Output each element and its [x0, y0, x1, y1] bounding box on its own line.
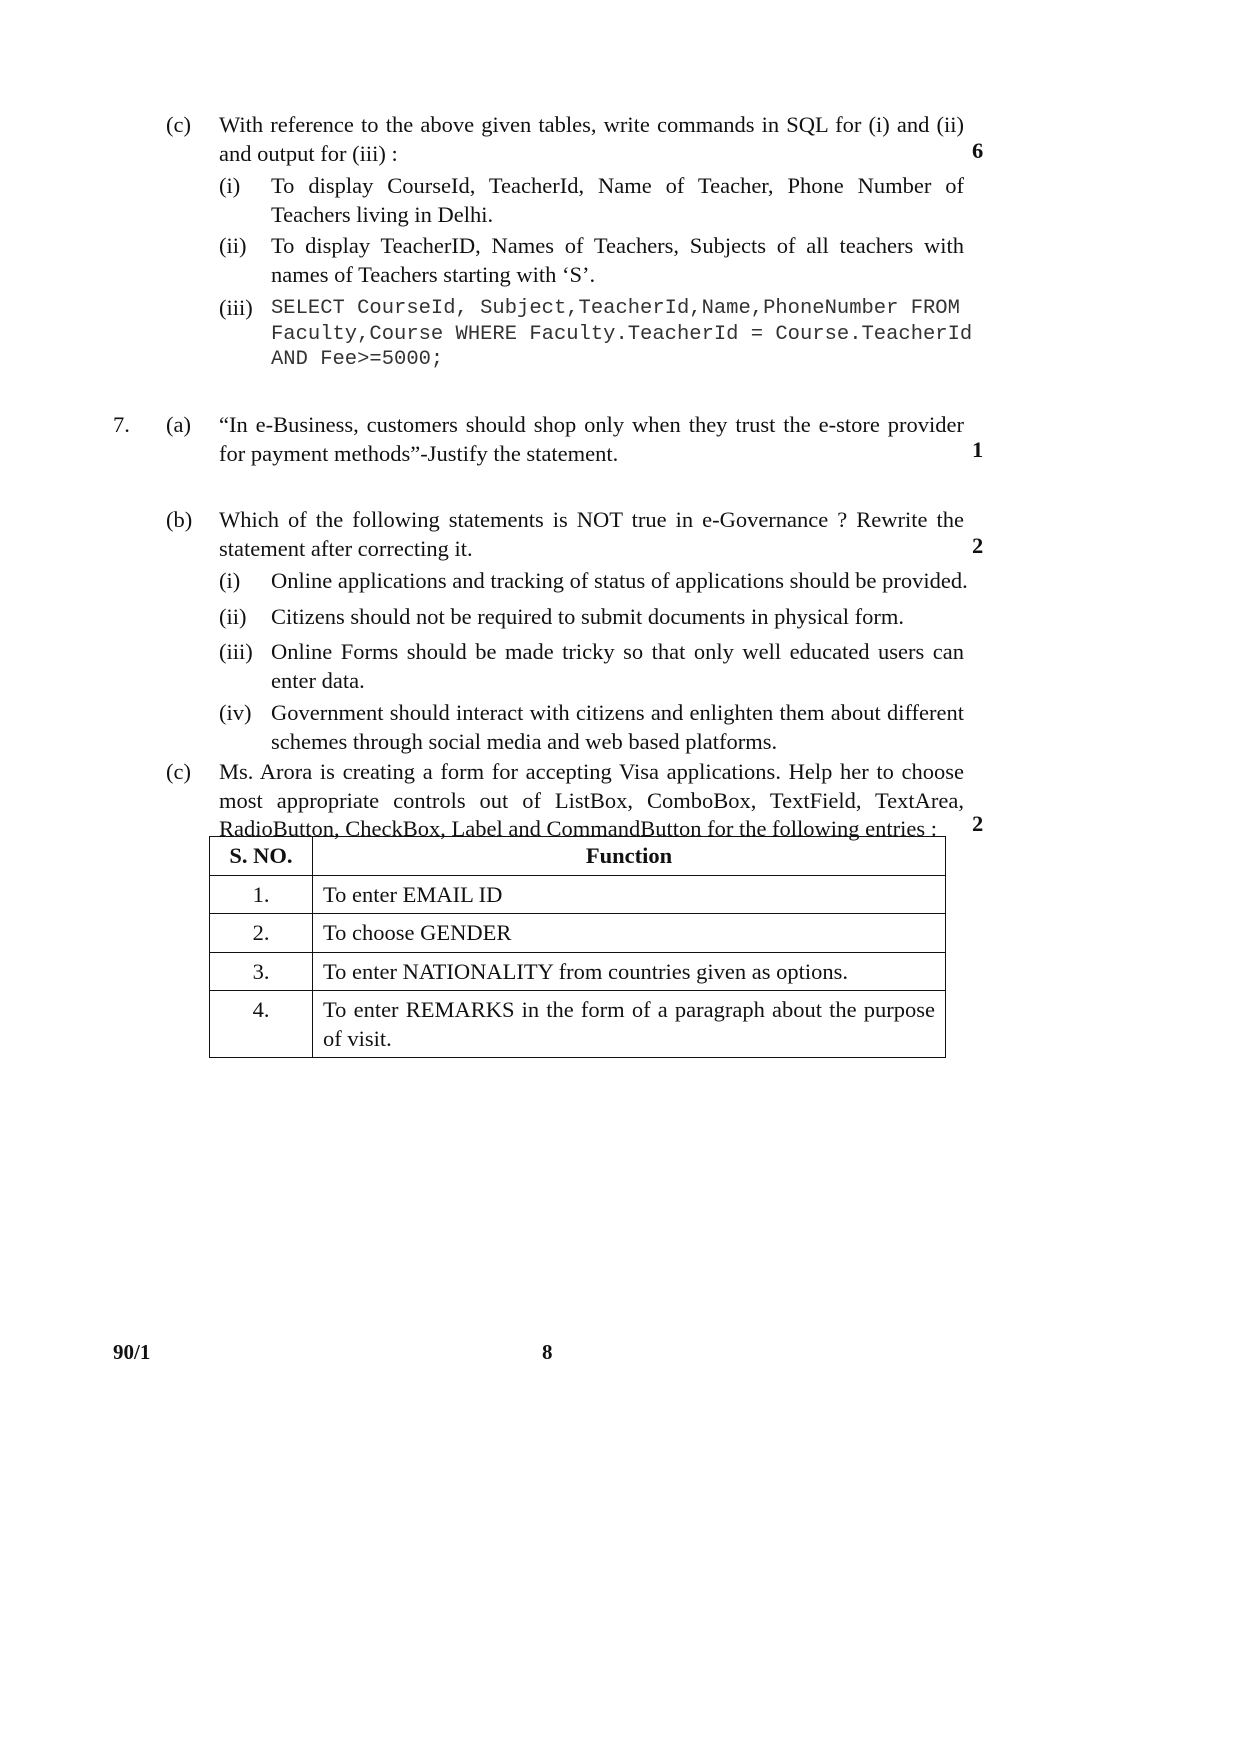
marks: 2 [972, 533, 984, 558]
option-text: Citizens should not be required to submit documents in physical form. [271, 604, 905, 629]
question-text: “In e-Business, customers should shop only when they trust the e-store provider for payment methods”-Justify the statement. [219, 412, 964, 466]
subpart-label: (i) [219, 173, 241, 198]
column-header-sno: S. NO. [210, 837, 313, 876]
table-cell-function: To enter NATIONALITY from countries given as options. [313, 952, 946, 991]
question-part-label: (c) [166, 112, 191, 137]
table-row [210, 952, 946, 991]
option-label: (iv) [219, 700, 252, 725]
table-cell-function: To enter EMAIL ID [313, 875, 946, 914]
question-text: With reference to the above given tables, write commands in SQL for (i) and (ii) and output for (iii) : [219, 112, 964, 166]
subpart-label: (iii) [219, 295, 253, 320]
table-row [210, 991, 946, 1058]
question-part-label: (b) [166, 507, 193, 532]
table-row [210, 875, 946, 914]
table-cell-sno: 3. [210, 952, 313, 991]
table-header-row [210, 837, 946, 876]
option-text: Government should interact with citizens and enlighten them about different schemes through social media and web based platforms. [271, 700, 964, 754]
controls-table [209, 836, 946, 1058]
page-number: 8 [542, 1340, 553, 1364]
subpart-text: To display TeacherID, Names of Teachers, Subjects of all teachers with names of Teachers starting with ‘S’. [271, 233, 964, 287]
marks: 1 [972, 437, 984, 462]
question-number: 7. [113, 412, 130, 437]
table-row [210, 914, 946, 953]
subpart-text: To display CourseId, TeacherId, Name of Teacher, Phone Number of Teachers living in Delhi. [271, 173, 964, 227]
table-cell-sno: 1. [210, 875, 313, 914]
sql-code-line: SELECT CourseId, Subject,TeacherId,Name,PhoneNumber FROM [271, 297, 960, 320]
option-label: (iii) [219, 639, 253, 664]
column-header-function: Function [313, 837, 946, 876]
marks: 6 [972, 138, 984, 163]
paper-code: 90/1 [113, 1340, 151, 1364]
question-part-label: (c) [166, 759, 191, 784]
sql-code-block [271, 296, 971, 373]
table-cell-function: To choose GENDER [313, 914, 946, 953]
option-label: (ii) [219, 604, 247, 629]
question-part-label: (a) [166, 412, 191, 437]
question-text: Which of the following statements is NOT true in e-Governance ? Rewrite the statement after correcting it. [219, 507, 964, 561]
marks: 2 [972, 811, 984, 836]
subpart-label: (ii) [219, 233, 247, 258]
option-label: (i) [219, 568, 241, 593]
table-cell-sno: 2. [210, 914, 313, 953]
table-cell-function: To enter REMARKS in the form of a paragraph about the purpose of visit. [313, 991, 946, 1058]
option-text: Online applications and tracking of status of applications should be provided. [271, 568, 968, 593]
option-text: Online Forms should be made tricky so that only well educated users can enter data. [271, 639, 964, 693]
question-text: Ms. Arora is creating a form for accepting Visa applications. Help her to choose most appropriate controls out of ListBox, ComboBox, TextField, TextArea, RadioButton, CheckBox, Label and CommandButton for the following entries : [219, 759, 964, 841]
table-cell-sno: 4. [210, 991, 313, 1058]
sql-code-line: Faculty,Course WHERE Faculty.TeacherId = Course.TeacherId [271, 322, 973, 346]
sql-code-line: AND Fee>=5000; [271, 348, 444, 371]
